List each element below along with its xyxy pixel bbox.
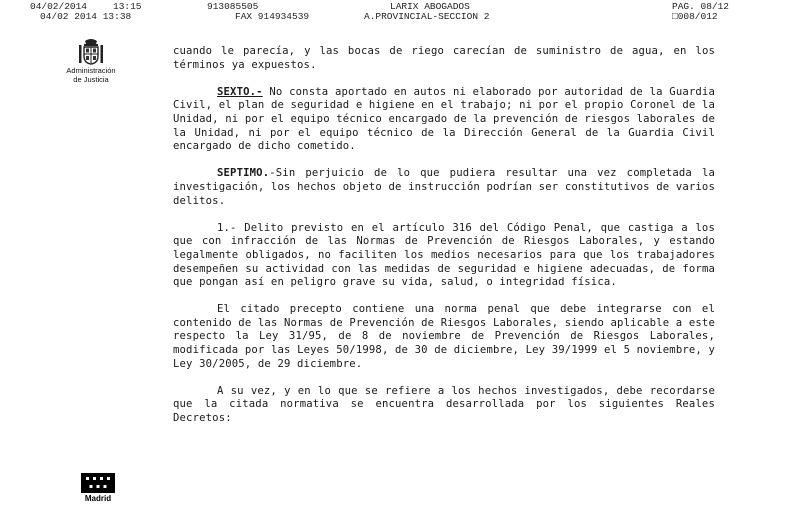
fax-page-count: PAG. 08/12 [672,1,730,12]
heading-sexto: SEXTO.- [217,85,263,98]
heading-septimo: SEPTIMO. [217,167,270,180]
logo-line-2: de Justicia [73,75,109,84]
fax-header [0,0,800,22]
paragraph-norma-penal: El citado precepto contiene una norma penal que debe integrarse con el contenido de las Normas de Prevención de Riesgos Laborales, siendo aplicable a este respecto la Ley 31/95, de 8 de noviembre de Prevención de Riesgos Laborales, modificada por las Leyes 50/1998, de 30 de diciembre, Ley 39/1999 el 5 noviembre, y Ley 30/2005, de 29 diciembre. [173,303,715,370]
paragraph-septimo [173,167,715,208]
paragraph-sexto [173,86,715,154]
fax-date: 04/02/2014 [30,1,88,12]
justice-administration-logo [56,36,126,84]
paragraph-delito-316: 1.- Delito previsto en el artículo 316 del Código Penal, que castiga a los que con infracción de las Normas de Prevención de Riesgos Laborales, y estando legalmente obligados, no faciliten los medios necesarios para que los trabajadores desempeñen su actividad con las medidas de seguridad e higiene adecuadas, de forma que pongan así en peligro grave su vida, salud, o integridad física. [173,221,715,289]
fax-time: 13:15 [113,1,142,12]
paragraph-sexto-text: No consta aportado en autos ni elaborado por autoridad de la Guardia Civil, el plan de seguridad e higiene en el trabajo; ni por el propio Coronel de la Unidad, ni por el equipo técnico encargado de la prevención de riesgos laborales de la Unidad, ni por el equipo técnico de la Dirección General de la Guardia Civil encargado de dicho cometido. [173,85,715,153]
madrid-label: Madrid [84,494,112,503]
paragraph-septimo-text: -Sin perjuicio de lo que pudiera resultar una vez completada la investigación, los hechos objeto de instrucción podrían ser constitutivos de varios delitos. [173,167,715,207]
document-body [173,45,715,426]
coat-of-arms-icon [76,36,106,66]
paragraph-continuation: cuando le parecía, y las bocas de riego carecían de suministro de agua, en los términos ya expuestos. [173,45,715,71]
logo-line-1: Administración [66,66,116,75]
madrid-stars-icon [81,473,115,493]
fax-page-sequence: □008/012 [672,11,718,22]
madrid-logo [78,473,118,503]
fax-court: A.PROVINCIAL-SECCION 2 [364,11,490,22]
paragraph-reales-decretos: A su vez, y en lo que se refiere a los hechos investigados, debe recordarse que la citada normativa se encuentra desarrollada por los siguientes Reales Decretos: [173,384,715,425]
fax-received-date: 04/02 2014 13:38 [40,11,132,22]
fax-firm: LARIX ABOGADOS [390,1,470,12]
fax-phone: 913085505 [207,1,259,12]
fax-number: FAX 914934539 [235,11,310,22]
